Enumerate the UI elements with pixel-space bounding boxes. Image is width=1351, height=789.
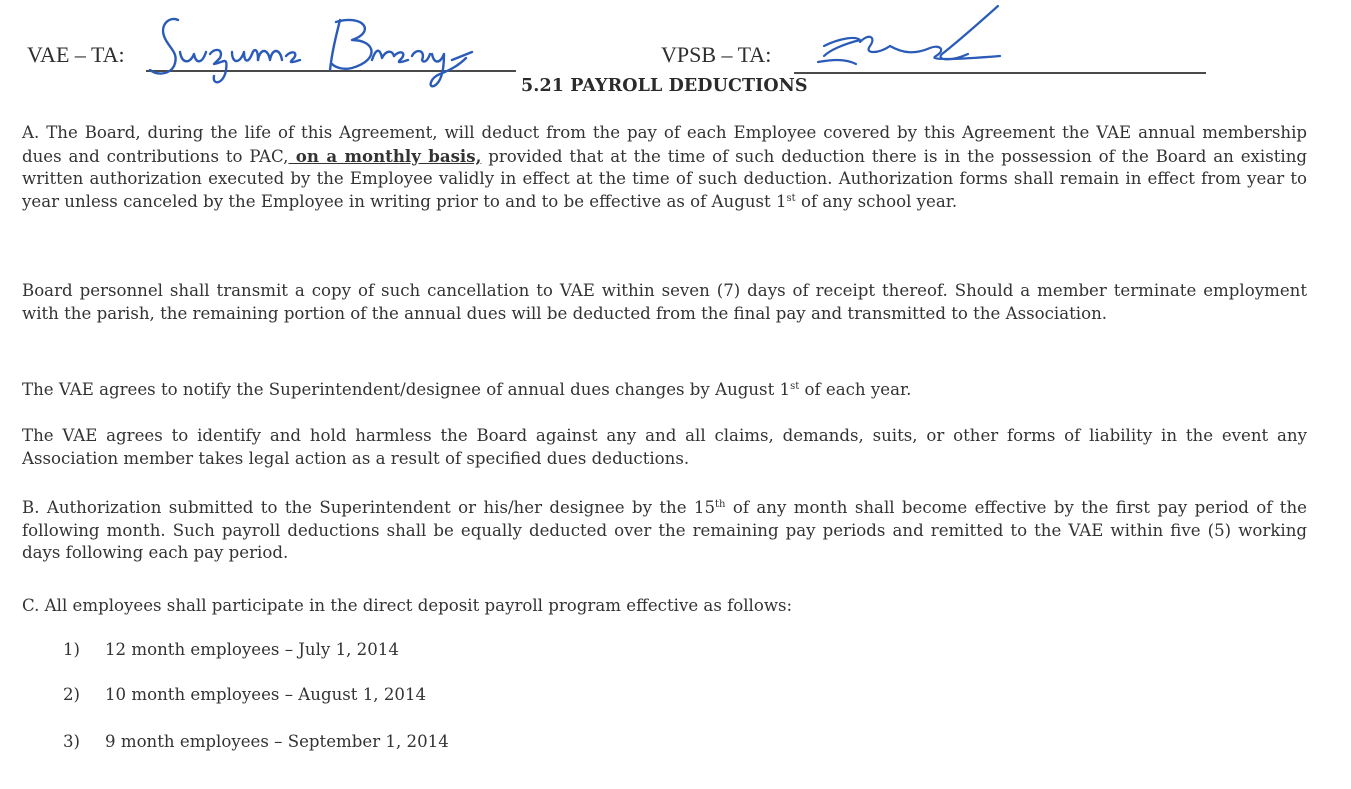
paragraph-a-3-end: of each year. [799,380,912,399]
paragraph-b-end: of any month shall become effective by the first pay period of the following month. Such payroll deductions shall be equally deducted over the remaining pay periods and remitted to the VAE within five (5) working days following each pay period. [22,498,1307,562]
vpsb-ta-label: VPSB – TA: [661,42,772,67]
list-item [63,639,399,661]
paragraph-a-3 [22,379,1307,402]
list-item-number: 3) [63,732,81,751]
paragraph-a-4: The VAE agrees to identify and hold harmless the Board against any and all claims, demands, suits, or other forms of liability in the event any Association member takes legal action as a result of specified dues deductions. [22,426,1307,468]
paragraph-a-1-sup: st [786,192,796,204]
paragraph-a-2: Board personnel shall transmit a copy of such cancellation to VAE within seven (7) days of receipt thereof. Should a member terminate employment with the parish, the remaining portion of the annual dues will be deducted from the final pay and transmitted to the Association. [22,281,1307,323]
vae-handwritten-signature [140,12,520,102]
paragraph-a-3-sup: st [790,381,800,392]
list-item [63,684,426,706]
monthly-basis-underlined: on a monthly basis, [288,145,482,166]
list-item [63,731,449,753]
vae-ta-label: VAE – TA: [27,42,125,67]
section-title: 5.21 PAYROLL DEDUCTIONS [521,76,808,96]
paragraph-c-intro: C. All employees shall participate in the direct deposit payroll program effective as follows: [22,596,793,615]
list-item-text: 12 month employees – July 1, 2014 [105,640,399,659]
paragraph-a-1-end: provided that at the time of such deduction there is in the possession of the Board an existing written authorization executed by the Employee validly in effect at the time of such deduction. Authorization forms shall remain in effect from year to year unless canceled by the Employee in writing prior to and to be effective as of August 1 [22,146,1308,211]
list-item-number: 2) [63,685,81,704]
paragraph-a-1-start: A. The Board, during the life of this Agreement, will deduct from the pay of each Employee covered by this Agreement the VAE annual membership dues and contributions to PAC, [22,123,1307,166]
paragraph-b [22,497,1307,565]
paragraph-b-start: B. Authorization submitted to the Superintendent or his/her designee by the 15 [22,498,716,517]
vpsb-handwritten-signature [800,2,1030,78]
paragraph-a-1 [22,122,1307,213]
list-item-text: 10 month employees – August 1, 2014 [105,685,427,704]
paragraph-a-1-tail: of any school year. [795,191,958,211]
paragraph-b-sup: th [715,499,726,510]
list-item-text: 9 month employees – September 1, 2014 [105,732,449,751]
list-item-number: 1) [63,640,81,659]
paragraph-a-3-start: The VAE agrees to notify the Superintendent/designee of annual dues changes by August 1 [22,380,791,399]
